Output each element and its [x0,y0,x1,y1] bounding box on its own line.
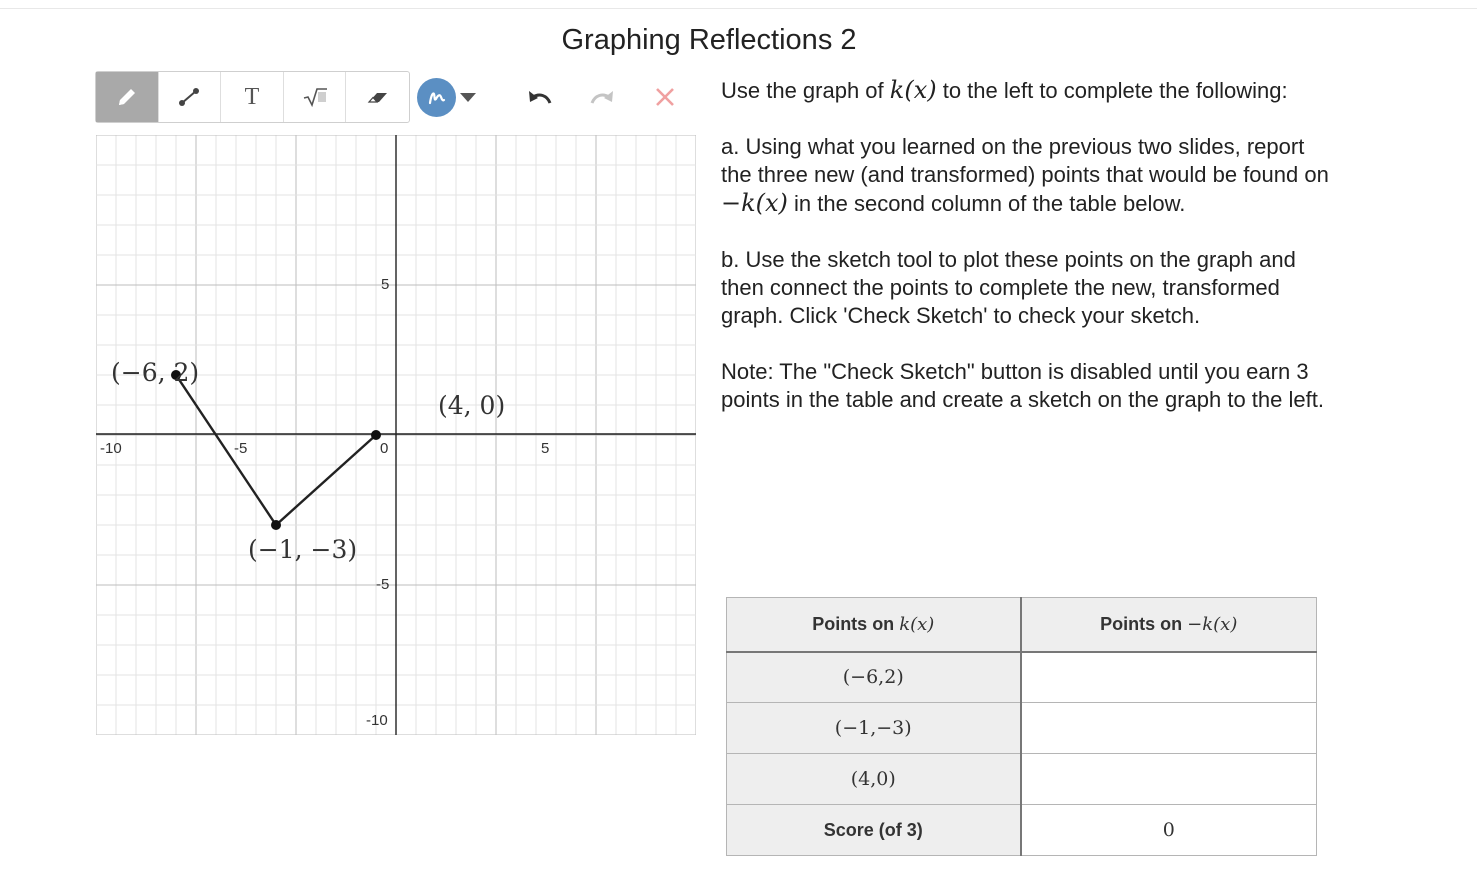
point-label-4-0: (4, 0) [438,391,506,420]
table-row [727,652,1317,703]
pencil-tool-button[interactable] [96,72,159,122]
answer-input-cell[interactable] [1021,652,1317,703]
table-header-neg-k: Points on −k(x) [1021,598,1317,652]
text-tool-button[interactable] [221,72,284,122]
y-tick-label-5: 5 [381,276,390,293]
points-table [726,597,1317,856]
graph-svg[interactable] [96,135,696,735]
color-picker-button[interactable] [417,78,476,117]
table-row [727,754,1317,805]
point-cell: (−6,2) [727,652,1021,703]
redo-icon [588,85,618,109]
eraser-icon [365,85,391,109]
instructions-intro: Use the graph of k(x) to the left to complete the following: [721,76,1288,104]
math-k-of-x: k(x) [889,76,937,104]
undo-icon [524,85,554,109]
line-segment-icon [176,84,202,110]
line-tool-button[interactable] [159,72,222,122]
sketch-toolbar [95,71,410,123]
color-swatch [417,78,456,117]
y-tick-label-neg10: -10 [366,712,388,729]
chevron-down-icon [460,93,476,102]
page-title: Graphing Reflections 2 [561,24,857,56]
math-neg-k-of-x: −k(x) [721,189,788,217]
instructions-part-b: b. Use the sketch tool to plot these points on the graph and then connect the points to complete the new, transformed graph. Click 'Check Sketch' to check your sketch. [721,247,1296,328]
x-tick-label-0: 0 [380,440,389,457]
point-cell: (−1,−3) [727,703,1021,754]
undo-button[interactable] [522,82,556,112]
point-label-neg6-2: (−6, 2) [111,358,200,387]
square-root-icon [301,85,329,109]
point-cell: (4,0) [727,754,1021,805]
instructions-note: Note: The "Check Sketch" button is disabled until you earn 3 points in the table and create a sketch on the graph to the left. [721,359,1324,412]
score-row [727,805,1317,856]
answer-input-cell[interactable] [1021,703,1317,754]
scribble-icon [426,88,448,108]
instructions-part-a: a. Using what you learned on the previous two slides, report the three new (and transformed) points that would be found on −k(x) in the second column of the table below. [721,134,1329,217]
score-value: 0 [1021,805,1317,856]
text-tool-icon: T [244,83,260,110]
data-point [371,430,381,440]
x-tick-label-neg10: -10 [100,440,122,457]
clear-button[interactable] [648,82,682,112]
pencil-icon [115,85,139,109]
top-divider [0,8,1477,9]
x-tick-label-5: 5 [541,440,550,457]
redo-button[interactable] [586,82,620,112]
graph-canvas[interactable] [96,135,696,735]
answer-input-cell[interactable] [1021,754,1317,805]
data-point [271,520,281,530]
eraser-tool-button[interactable] [346,72,409,122]
score-label: Score (of 3) [727,805,1021,856]
math-tool-button[interactable] [284,72,347,122]
table-header-k: Points on k(x) [727,598,1021,652]
instructions [721,76,1341,442]
point-label-neg1-neg3: (−1, −3) [248,535,358,564]
y-tick-label-neg5: -5 [376,576,390,593]
close-icon [653,85,677,109]
x-tick-label-neg5: -5 [234,440,248,457]
table-row [727,703,1317,754]
